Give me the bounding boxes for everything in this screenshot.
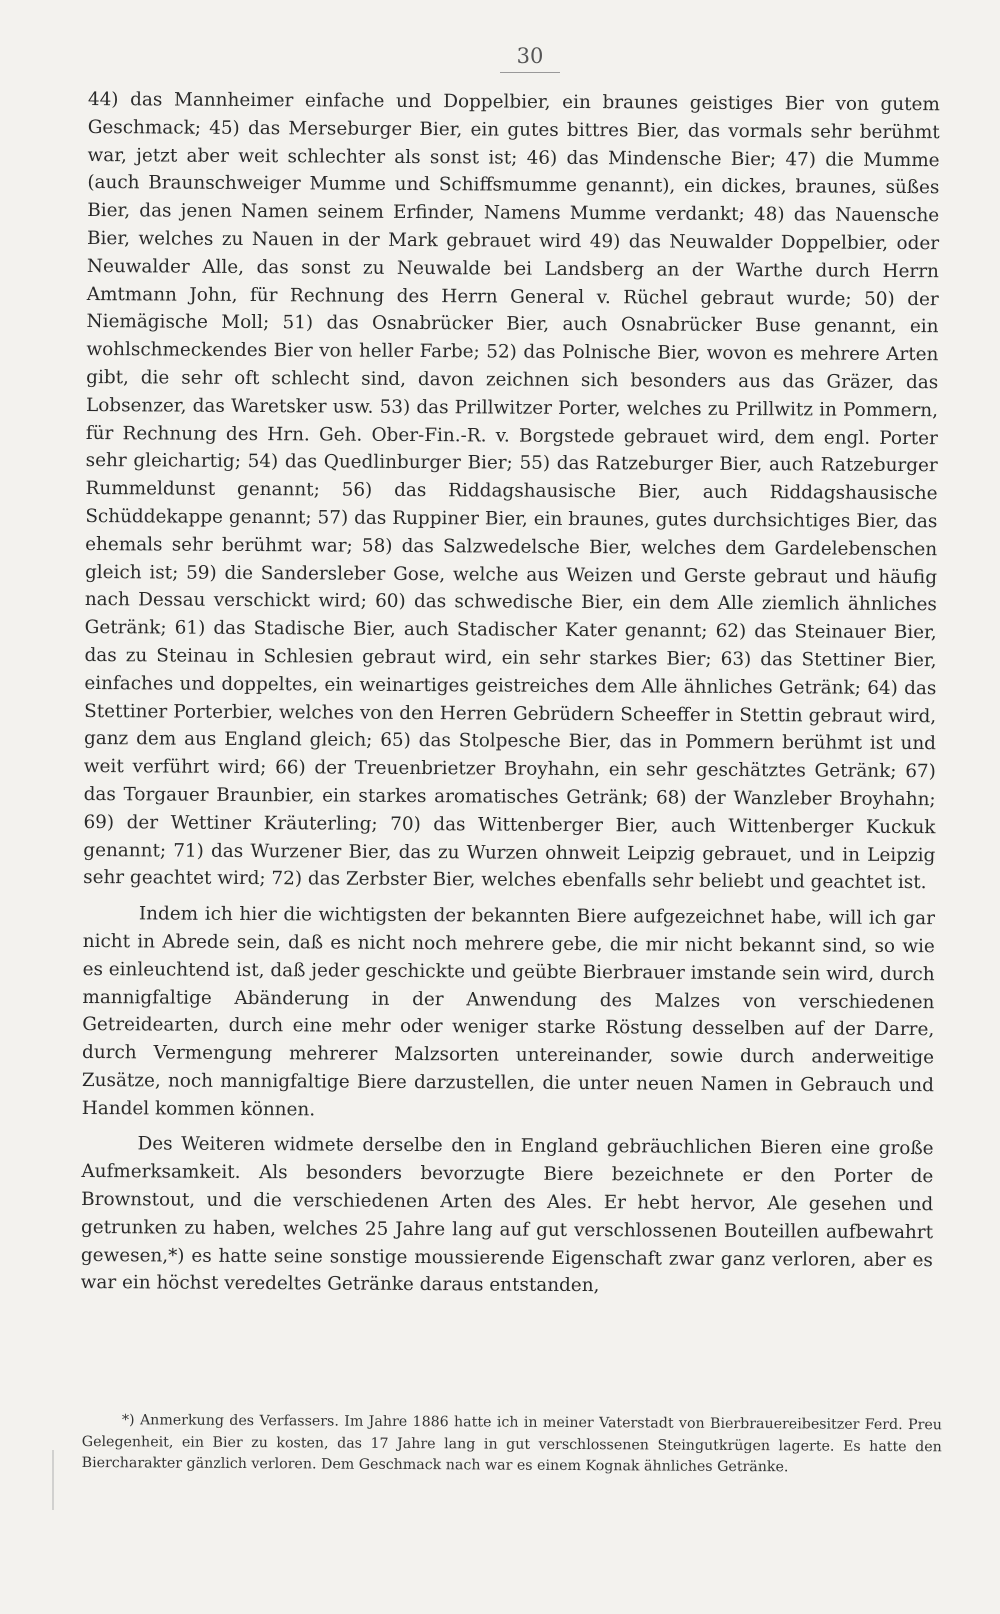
footnote (82, 1410, 942, 1480)
paragraph-beer-list: 44) das Mannheimer einfache und Doppelbier, ein braunes geistiges Bier von gutem Geschmack; 45) das Merseburger Bier, ein gutes bittres Bier, das vormals sehr berühmt war, jetzt aber weit schlechter als sonst ist; 46) das Mindensche Bier; 47) die Mumme (auch Braunschweiger Mumme und Schiffsmumme genannt), ein dickes, braunes, süßes Bier, das jenen Namen seinem Erfinder, Namens Mumme verdankt; 48) das Nauensche Bier, welches zu Nauen in der Mark gebrauet wird 49) das Neuwalder Doppelbier, oder Neuwalder Alle, das sonst zu Neuwalde bei Landsberg an der Warthe durch Herrn Amtmann John, für Rechnung des Herrn General v. Rüchel gebraut wurde; 50) der Niemägische Moll; 51) das Osnabrücker Bier, auch Osnabrücker Buse genannt, ein wohlschmeckendes Bier von heller Farbe; 52) das Polnische Bier, wovon es mehrere Arten gibt, die sehr oft schlecht sind, davon zeichnen sich besonders aus das Gräzer, das Lobsenzer, das Waretsker usw. 53) das Prillwitzer Porter, welches zu Prillwitz in Pommern, für Rechnung des Hrn. Geh. Ober-Fin.-R. v. Borgstede gebrauet wird, dem engl. Porter sehr gleichartig; 54) das Quedlinburger Bier; 55) das Ratzeburger Bier, auch Ratzeburger Rummeldunst genannt; 56) das Riddagshausische Bier, auch Riddagshausische Schüddekappe genannt; 57) das Ruppiner Bier, ein braunes, gutes durchsichtiges Bier, das ehemals sehr berühmt war; 58) das Salzwedelsche Bier, welches dem Gardelebenschen gleich ist; 59) die Sandersleber Gose, welche aus Weizen und Gerste gebraut und häufig nach Dessau verschickt wird; 60) das schwedische Bier, ein dem Alle ziemlich ähnliches Getränk; 61) das Stadische Bier, auch Stadischer Kater genannt; 62) das Steinauer Bier, das zu Steinau in Schlesien gebraut wird, ein sehr starkes Bier; 63) das Stettiner Bier, einfaches und doppeltes, ein weinartiges geistreiches dem Alle ähnliches Getränk; 64) das Stettiner Porterbier, welches von den Herren Gebrüdern Scheeffer in Stettin gebraut wird, ganz dem aus England gleich; 65) das Stolpesche Bier, das in Pommern berühmt ist und weit verführt wird; 66) der Treuenbrietzer Broyhahn, ein sehr geschätztes Getränk; 67) das Torgauer Braunbier, ein starkes aromatisches Getränk; 68) der Wanzleber Broyhahn; 69) der Wettiner Kräuterling; 70) das Wittenberger Bier, auch Wittenberger Kuckuk genannt; 71) das Wurzener Bier, das zu Wurzen ohnweit Leipzig gebrauet, und in Leipzig sehr geachtet wird; 72) das Zerbster Bier, welches ebenfalls sehr beliebt und geachtet ist. (83, 88, 940, 894)
margin-pencil-mark (52, 1450, 54, 1510)
paragraph-english-beers: Des Weiteren widmete derselbe den in England gebräuchlichen Bieren eine große Aufmerksamkeit. Als besonders bevorzugte Biere bezeichnete er den Porter de Brownstout, und die verschiedenen Arten des Ales. Er hebt hervor, Ale gesehen und getrunken zu haben, welches 25 Jahre lang auf gut verschlossenen Bouteillen aufbewahrt gewesen,*) es hatte seine sonstige moussierende Eigenschaft zwar ganz verloren, aber es war ein höchst veredeltes Getränke daraus entstanden, (80, 1133, 934, 1297)
body-text (81, 86, 940, 1302)
paragraph-conclusion: Indem ich hier die wichtigsten der bekannten Biere aufgezeichnet habe, will ich gar nicht in Abrede sein, daß es nicht noch mehrere gebe, die mir nicht bekannt sind, so wie es einleuchtend ist, daß jeder geschickte und geübte Bierbrauer imstande sein wird, durch mannigfaltige Abänderung in der Anwendung des Malzes von verschiedenen Getreidearten, durch eine mehr oder weniger starke Röstung desselben auf der Darre, durch Vermengung mehrerer Malzsorten untereinander, sowie durch anderweitige Zusätze, noch mannigfaltige Biere darzustellen, die unter neuen Namen in Gebrauch und Handel kommen können. (81, 903, 935, 1121)
page-number: 30 (500, 44, 560, 73)
footnote-text: *) Anmerkung des Verfassers. Im Jahre 1886 hatte ich in meiner Vaterstadt von Bierbrauereibesitzer Ferd. Preu Gelegenheit, ein Bier zu kosten, das 17 Jahre lang in gut verschlossenen Steingutkrügen lagerte. Es hatte den Biercharakter gänzlich verloren. Dem Geschmack nach war es einem Kognak ähnliches Getränke. (81, 1412, 942, 1476)
